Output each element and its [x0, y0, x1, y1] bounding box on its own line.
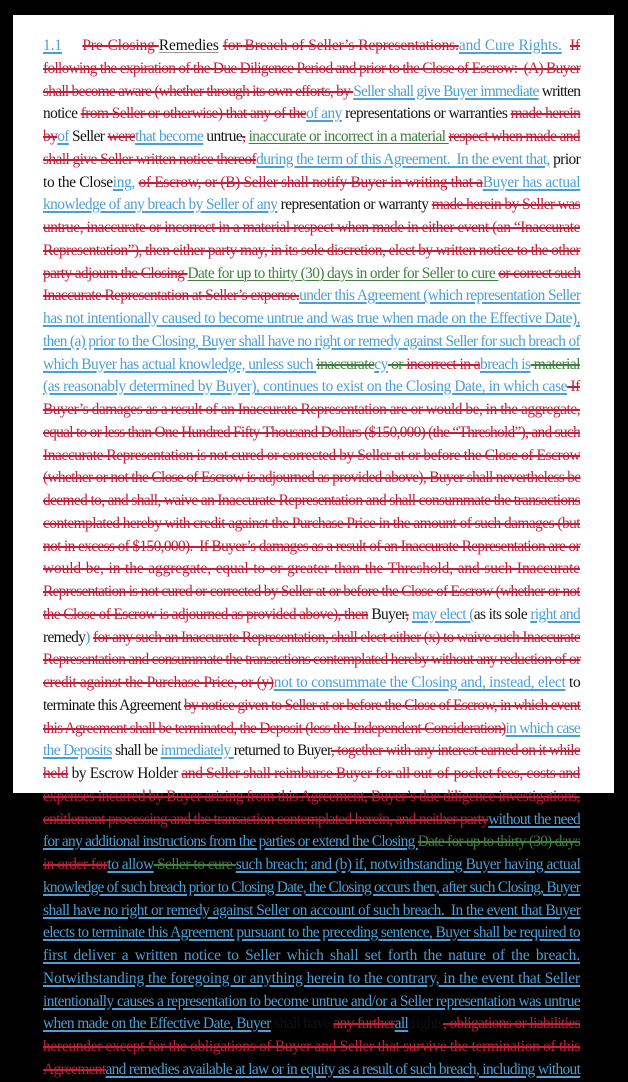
document-line: [43, 172, 580, 195]
plain-text: Buyer: [368, 605, 406, 623]
deleted-text: were: [107, 128, 136, 145]
inserted-text: the Deposits: [43, 742, 112, 760]
document-line: [43, 649, 580, 672]
document-line: [43, 809, 580, 832]
plain-text: representations or warranties: [341, 105, 511, 123]
document-line: [43, 581, 580, 604]
deleted-text: the Close of Escrow is adjourned as provided above), then: [43, 605, 369, 623]
deleted-text: or correct such: [498, 264, 581, 282]
inserted-text: not to consummate the Closing and, instead, elect: [273, 674, 566, 691]
document-line: [43, 103, 580, 126]
deleted-text: , together with any interest earned on it while: [330, 742, 581, 760]
document-line: [43, 376, 580, 399]
deleted-text: held: [43, 765, 69, 782]
plain-text: returned to Buyer: [233, 742, 331, 760]
redline-section-body: [43, 35, 580, 1082]
deleted-text: this Agreement shall be terminated, the Deposit (less the Independent Consideration): [43, 719, 506, 737]
inserted-text: and remedies available at law or in equity as a result of such breach, including without: [105, 1060, 581, 1078]
inserted-text: Seller shall give Buyer immediate: [353, 82, 539, 100]
inserted-text: immediately: [160, 742, 234, 760]
deleted-text: would be, in the aggregate, equal to or greater than the Threshold, and such Inaccurate: [43, 560, 580, 578]
document-line: [43, 263, 580, 286]
moved-inserted-text: Date for up to thirty (30) days in order for Seller to cure: [187, 264, 499, 282]
inserted-text: breach is: [480, 355, 531, 373]
deleted-text: Representation and consummate the transactions contemplated hereby without any reduction of or: [43, 651, 581, 669]
inserted-text: without the need: [488, 810, 580, 828]
inserted-text: right and: [530, 605, 581, 623]
deleted-text: hereunder except for the obligations of Buyer and Seller that survive the termination of this: [43, 1038, 581, 1055]
document-line: [43, 991, 580, 1014]
document-line: [43, 672, 580, 695]
deleted-text: If: [569, 37, 581, 54]
plain-text: [562, 37, 570, 54]
document-line: [43, 422, 580, 445]
deleted-text: untrue, inaccurate or incorrect in a material respect when made in either event (an “Inaccurate: [43, 219, 580, 236]
moved-deleted-text: Date for up to thirty (30) days: [417, 833, 581, 851]
document-line: [43, 445, 580, 468]
document-line: [43, 58, 580, 81]
inserted-text: such breach; and (b) if, notwithstanding Buyer having actual: [235, 856, 581, 873]
deleted-text: and Seller shall reimburse Buyer for all out-of-pocket fees, costs and: [181, 765, 581, 782]
inserted-text: cy: [374, 355, 388, 373]
document-line: [43, 194, 580, 217]
deleted-text: following the expiration of the Due Diligence Period and prior to the Close of Escrow: (A) Buyer: [43, 59, 581, 77]
inserted-text: ing,: [112, 173, 136, 191]
deleted-text: , obligations or liabilities: [442, 1015, 580, 1033]
inserted-text: knowledge of any breach by Seller of any: [43, 196, 278, 214]
document-line: [43, 740, 580, 763]
format-change-text: Remedies: [158, 37, 219, 54]
inserted-text: intentionally causes a representation to become untrue and/or a Seller representation was untrue: [43, 992, 581, 1010]
deleted-text: from Seller or otherwise) that any of the: [80, 105, 307, 123]
deleted-text: Agreement: [43, 1060, 106, 1078]
plain-text: prior: [549, 150, 581, 168]
plain-text: rights: [408, 1015, 443, 1033]
document-line: [43, 831, 580, 854]
document-line: [43, 513, 580, 536]
document-line: [43, 1013, 580, 1036]
plain-text: to the Close: [43, 173, 113, 191]
inserted-text: in which case: [505, 719, 581, 737]
document-line: [43, 786, 580, 809]
deleted-text: shall give Seller written notice thereof: [43, 150, 257, 168]
deleted-text: Pre-Closing: [82, 37, 159, 54]
deleted-text: Representation is not cured or corrected by Seller at or before the Close of Escrow (whether or not: [43, 583, 580, 600]
deleted-text: made herein by Seller was: [431, 196, 581, 214]
inserted-text: knowledge of such breach prior to Closing Date, the Closing occurs then, after such Closing, Buyer: [43, 878, 581, 896]
document-line: [43, 354, 580, 377]
inserted-text: and Cure Rights.: [458, 37, 562, 54]
document-line: [43, 331, 580, 354]
document-line: [43, 1036, 580, 1059]
inserted-text: which Buyer has actual knowledge, unless such: [43, 355, 317, 373]
plain-text: by Escrow Holder: [68, 765, 182, 782]
deleted-text: ,: [405, 605, 409, 623]
deleted-text: by: [43, 128, 58, 145]
inserted-text: for any additional instructions from the parties or extend the Closing: [43, 833, 418, 851]
inserted-text: shall have no right or remedy against Seller on account of such breach. In the event that Buyer: [43, 901, 581, 919]
inserted-text: 1.1: [43, 37, 62, 54]
deleted-text: (whether or not the Close of Escrow is adjourned as provided above), Buyer shall nevertheless be: [43, 469, 581, 487]
deleted-text: made herein: [510, 105, 581, 123]
document-line: [43, 695, 580, 718]
inserted-text: ): [85, 628, 90, 646]
document-line: [43, 1059, 580, 1082]
deleted-text: Representation”), then either party may, in its sole discretion, elect by written notice to the other: [43, 241, 581, 259]
document-line: [43, 399, 580, 422]
deleted-text: credit against the Purchase Price, or (y): [43, 674, 274, 691]
inserted-text: Notwithstanding the foregoing or anything herein to the contrary, in the event that Seller: [43, 969, 580, 987]
deleted-text: incorrect in a: [406, 355, 481, 373]
document-line: [43, 763, 580, 786]
inserted-text: has not intentionally caused to become untrue and was true when made on the Effective Date),: [43, 310, 580, 327]
plain-text: terminate this Agreement: [43, 696, 185, 714]
document-page: [13, 15, 614, 1078]
deleted-text: equal to or less than One Hundred Fifty Thousand Dollars ($150,000) (the “Threshold”), and such: [43, 423, 580, 441]
document-line: [43, 240, 580, 263]
deleted-text: of Escrow, or (B) Seller shall notify Buyer in writing that a: [138, 173, 483, 191]
deleted-text: contemplated hereby with credit against the Purchase Price in the amount of such damages (but: [43, 514, 580, 532]
document-line: [43, 968, 580, 991]
document-line: [43, 900, 580, 923]
document-line: [43, 308, 580, 331]
document-line: [43, 81, 580, 104]
plain-text: notice: [43, 105, 81, 123]
deleted-text: for Breach of Seller’s Representations.: [222, 37, 459, 54]
inserted-text: of any: [306, 105, 342, 123]
deleted-text: Inaccurate Representation at Seller’s expense.: [43, 287, 300, 305]
inserted-text: under this Agreement (which representation Seller: [299, 287, 581, 305]
plain-text: Seller: [68, 128, 108, 145]
document-line: [43, 126, 580, 149]
inserted-text: of: [57, 128, 69, 145]
inserted-text: when made on the Effective Date, Buyer: [43, 1015, 271, 1033]
plain-text: to: [565, 674, 581, 691]
deleted-text: expenses incurred by Buyer arising from this Agreement, Buyer’s due diligence investigations,: [43, 787, 580, 805]
document-line: [43, 467, 580, 490]
deleted-text: Buyer’s damages as a result of an Inaccurate Representation are or would be, in the aggregate,: [43, 401, 581, 418]
document-line: [43, 718, 580, 741]
document-line: [43, 627, 580, 650]
deleted-text: If: [567, 378, 580, 396]
inserted-text: may elect (: [411, 605, 474, 623]
deleted-text: any further: [333, 1015, 395, 1033]
moved-inserted-text: inaccurate or incorrect in a material: [248, 128, 449, 145]
deleted-text: for any such an Inaccurate Representation, shall elect either (x) to waive such Inaccurate: [92, 628, 580, 646]
moved-deleted-text: material: [530, 355, 580, 373]
document-line: [43, 922, 580, 945]
document-line: [43, 490, 580, 513]
plain-text: untrue: [203, 128, 243, 145]
deleted-text: entitlement processing and the transaction contemplated herein, and neither party: [43, 810, 489, 828]
inserted-text: all: [394, 1015, 409, 1033]
deleted-text: party adjourn the Closing: [43, 264, 188, 282]
document-line: [43, 854, 580, 877]
deleted-text: respect when made and: [448, 128, 580, 145]
deleted-text: shall become aware (whether through its own efforts, by: [43, 82, 354, 100]
plain-text: representation or warranty: [277, 196, 432, 214]
document-line: [43, 149, 580, 172]
moved-deleted-text: Seller to cure: [153, 856, 236, 873]
deleted-text: Inaccurate Representation is not cured or corrected by Seller at or before the Close of Escrow: [43, 446, 581, 464]
document-line: [43, 945, 580, 968]
moved-deleted-text: or: [387, 355, 407, 373]
inserted-text: (as reasonably determined by Buyer), continues to exist on the Closing Date, in which case: [43, 378, 568, 396]
moved-deleted-text: inaccurate: [316, 355, 375, 373]
document-line: [43, 877, 580, 900]
plain-text: remedy: [43, 628, 86, 646]
deleted-text: in order for: [43, 856, 108, 873]
deleted-text: not in excess of $150,000). If Buyer’s damages as a result of an Inaccurate Representation are or: [43, 537, 580, 555]
deleted-text: ,: [242, 128, 246, 145]
deleted-text: deemed to, and shall, waive an Inaccurate Representation and shall consummate the transactions: [43, 492, 580, 509]
inserted-text: during the term of this Agreement. In the event that,: [256, 150, 550, 168]
inserted-text: elects to terminate this Agreement pursuant to the preceding sentence, Buyer shall be required to: [43, 924, 580, 942]
plain-text: as its sole: [473, 605, 531, 623]
inserted-text: to allow: [107, 856, 154, 873]
document-line: [43, 35, 580, 58]
document-line: [43, 558, 580, 581]
document-line: [43, 217, 580, 240]
inserted-text: Buyer has actual: [482, 173, 581, 191]
inserted-text: that become: [135, 128, 204, 145]
plain-text: shall have: [270, 1015, 334, 1033]
inserted-text: first deliver a written notice to Seller which shall set forth the nature of the breach.: [43, 947, 580, 964]
plain-text: written: [538, 82, 581, 100]
document-line: [43, 285, 580, 308]
plain-text: [62, 37, 82, 54]
document-line: [43, 604, 580, 627]
inserted-text: then (a) prior to the Closing, Buyer shall have no right or remedy against Seller for such breach of: [43, 332, 580, 350]
plain-text: shall be: [111, 742, 161, 760]
deleted-text: by notice given to Seller at or before the Close of Escrow, in which event: [184, 696, 581, 714]
document-line: [43, 536, 580, 559]
